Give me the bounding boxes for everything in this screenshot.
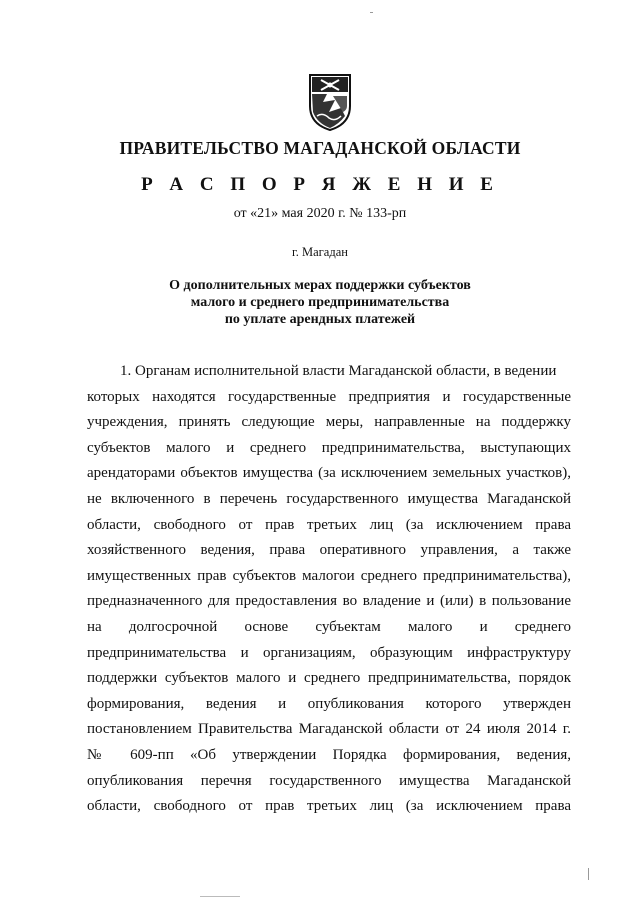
body-line: области, свободного от прав третьих лиц (за исключением права [87, 516, 571, 533]
body-line: № 609-пп «Об утверждении Порядка формирования, ведения, [87, 746, 571, 763]
body-line: 1. Органам исполнительной власти Магаданской области, в ведении [120, 363, 557, 379]
body-line: имущественных прав субъектов малогои среднего предпринимательства), [87, 567, 571, 584]
scan-speck [370, 12, 373, 13]
body-line: учреждения, принять следующие меры, направленные на поддержку [87, 414, 571, 431]
body-line: хозяйственного ведения, права оперативного управления, а также [87, 542, 571, 559]
body-line: опубликования перечня государственного имущества Магаданской [87, 772, 571, 789]
body-line: на долгосрочной основе субъектам малого и среднего [87, 618, 571, 635]
scan-speck [588, 868, 589, 880]
body-line: формирования, ведения и опубликования которого утвержден [87, 695, 571, 712]
body-line: которых находятся государственные предприятия и государственные [87, 388, 571, 405]
body-line: поддержки субъектов малого и среднего предпринимательства, порядок [87, 670, 571, 687]
body-line: не включенного в перечень государственного имущества Магаданской [87, 490, 571, 507]
document-body [87, 359, 571, 820]
body-line: арендаторами объектов имущества (за исключением земельных участков), [87, 465, 571, 482]
scan-speck [200, 896, 240, 897]
subject-line: О дополнительных мерах поддержки субъектов [169, 278, 471, 293]
body-line: постановлением Правительства Магаданской области от 24 июля 2014 г. [87, 721, 571, 738]
body-line: субъектов малого и среднего предпринимательства, выступающих [87, 439, 571, 456]
body-line: области, свободного от прав третьих лиц (за исключением права [87, 798, 571, 815]
body-line: предназначенного для предоставления во владение и (или) в пользование [87, 593, 571, 610]
body-line: предпринимательства и организациям, образующим инфраструктуру [87, 644, 571, 661]
document-date-number: от «21» мая 2020 г. № 133-рп [233, 206, 407, 221]
magadan-coat-of-arms-icon [307, 72, 353, 132]
document-place: г. Магадан [292, 245, 348, 259]
subject-line: по уплате арендных платежей [224, 312, 416, 327]
document-subject [0, 277, 640, 328]
document-type: Р А С П О Р Я Ж Е Н И Е [141, 174, 499, 195]
government-title: ПРАВИТЕЛЬСТВО МАГАДАНСКОЙ ОБЛАСТИ [119, 138, 521, 158]
subject-line: малого и среднего предпринимательства [190, 295, 450, 310]
